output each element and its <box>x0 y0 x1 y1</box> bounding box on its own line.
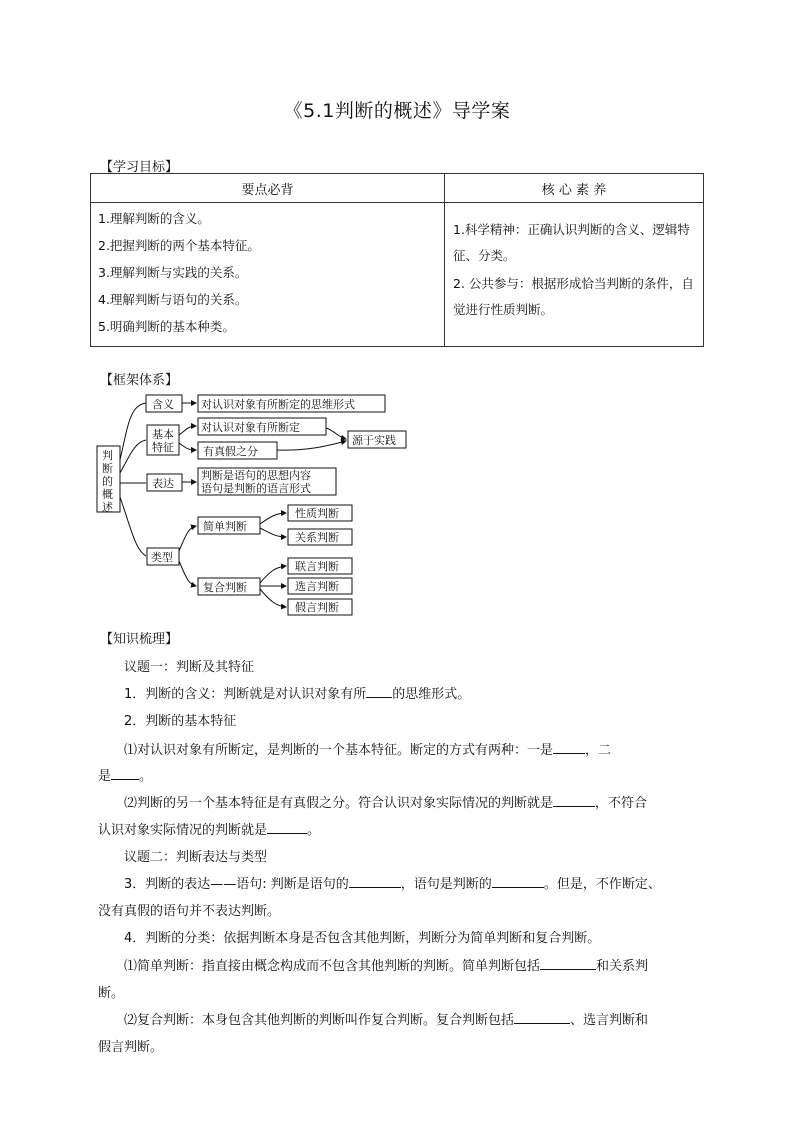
topic-two: 议题二：判断表达与类型 <box>124 850 268 865</box>
text: ，语句是判断的 <box>400 877 492 892</box>
fill-blank <box>553 794 595 807</box>
goal-item: 4.理解判断与语句的关系。 <box>98 292 248 307</box>
goal-item: 1.理解判断的含义。 <box>98 211 210 226</box>
types-text: 类型 <box>151 551 173 564</box>
text: ⑵复合判断：本身包含其他判断的判断叫作复合判断。复合判断包括 <box>124 1013 515 1028</box>
paragraph <box>98 819 320 838</box>
goals-col1-cell <box>91 203 445 347</box>
simple1-text: 性质判断 <box>295 507 339 520</box>
features-text: 特征 <box>152 441 174 454</box>
paragraph: 2．判断的基本特征 <box>124 714 237 729</box>
paragraph <box>98 765 152 784</box>
expr1-text: 判断是语句的思想内容 <box>201 469 311 482</box>
comp3-text: 假言判断 <box>295 601 339 614</box>
root-char: 的 <box>102 475 113 488</box>
fill-blank <box>540 957 596 970</box>
text: 和关系判 <box>596 959 649 974</box>
text: 。 <box>139 769 153 784</box>
text: ⑴对认识对象有所断定，是判断的一个基本特征。断定的方式有两种：一是 <box>124 743 554 758</box>
comp2-text: 选言判断 <box>295 580 339 593</box>
text: 的思维形式。 <box>392 687 471 702</box>
paragraph <box>124 683 470 702</box>
text: 。但是，不作断定、 <box>543 877 661 892</box>
meaning-text: 含义 <box>152 398 174 411</box>
text: 认识对象实际情况的判断就是 <box>98 823 268 838</box>
goals-label: 【学习目标】 <box>100 160 179 175</box>
goals-col2-cell <box>445 203 704 347</box>
compound-text: 复合判断 <box>203 581 247 594</box>
feature1-text: 对认识对象有所断定 <box>201 421 300 434</box>
text: ，二 <box>585 743 612 758</box>
feature2-text: 有真假之分 <box>203 445 258 458</box>
root-char: 述 <box>102 501 113 514</box>
text: 是 <box>98 769 112 784</box>
text: 。 <box>307 823 321 838</box>
paragraph: 断。 <box>98 986 125 1001</box>
text: 3．判断的表达——语句: 判断是语句的 <box>124 877 349 892</box>
literacy-item: 2. 公共参与：根据形成恰当判断的条件，自觉进行性质判断。 <box>453 276 694 317</box>
simple-text: 简单判断 <box>203 520 247 533</box>
text: 1．判断的含义：判断就是对认识对象有所 <box>124 687 367 702</box>
fill-blank <box>111 767 139 780</box>
paragraph: 4．判断的分类：依据判断本身是否包含其他判断，判断分为简单判断和复合判断。 <box>124 931 601 946</box>
simple2-text: 关系判断 <box>295 531 339 544</box>
goal-item: 2.把握判断的两个基本特征。 <box>98 238 260 253</box>
paragraph: 假言判断。 <box>98 1040 164 1055</box>
fill-blank <box>553 741 585 754</box>
expr2-text: 语句是判断的语言形式 <box>201 482 311 495</box>
fill-blank <box>349 875 401 888</box>
topic-one: 议题一：判断及其特征 <box>124 660 255 675</box>
literacy-item: 1.科学精神：正确认识判断的含义、逻辑特征、分类。 <box>453 222 690 263</box>
root-char: 断 <box>102 462 113 475</box>
practice-text: 源于实践 <box>352 434 396 447</box>
goal-item: 5.明确判断的基本种类。 <box>98 319 235 334</box>
text: ⑵判断的另一个基本特征是有真假之分。符合认识对象实际情况的判断就是 <box>124 796 554 811</box>
fill-blank <box>514 1011 570 1024</box>
fill-blank <box>492 875 544 888</box>
text: ⑴简单判断：指直接由概念构成而不包含其他判断的判断。简单判断包括 <box>124 959 541 974</box>
knowledge-label: 【知识梳理】 <box>100 632 179 647</box>
paragraph <box>124 1009 648 1028</box>
goals-table <box>90 173 704 347</box>
text: 、选言判断和 <box>570 1013 649 1028</box>
framework-label: 【框架体系】 <box>100 373 179 388</box>
text: ，不符合 <box>595 796 648 811</box>
root-char: 判 <box>102 449 113 462</box>
root-char: 概 <box>102 488 113 501</box>
goals-col1-header: 要点必背 <box>91 174 445 203</box>
goals-col2-header: 核 心 素 养 <box>445 174 704 203</box>
paragraph <box>124 739 611 758</box>
expression-text: 表达 <box>152 477 174 490</box>
page-title: 《5.1判断的概述》导学案 <box>283 100 511 122</box>
paragraph <box>124 792 647 811</box>
paragraph: 没有真假的语句并不表达判断。 <box>98 904 281 919</box>
fill-blank <box>366 685 392 698</box>
paragraph <box>124 955 648 974</box>
paragraph <box>124 873 661 892</box>
goal-item: 3.理解判断与实践的关系。 <box>98 265 248 280</box>
fill-blank <box>267 821 307 834</box>
comp1-text: 联言判断 <box>295 560 339 573</box>
framework-diagram <box>90 385 420 625</box>
meaning-def-text: 对认识对象有所断定的思维形式 <box>201 398 355 411</box>
features-text: 基本 <box>152 428 174 441</box>
